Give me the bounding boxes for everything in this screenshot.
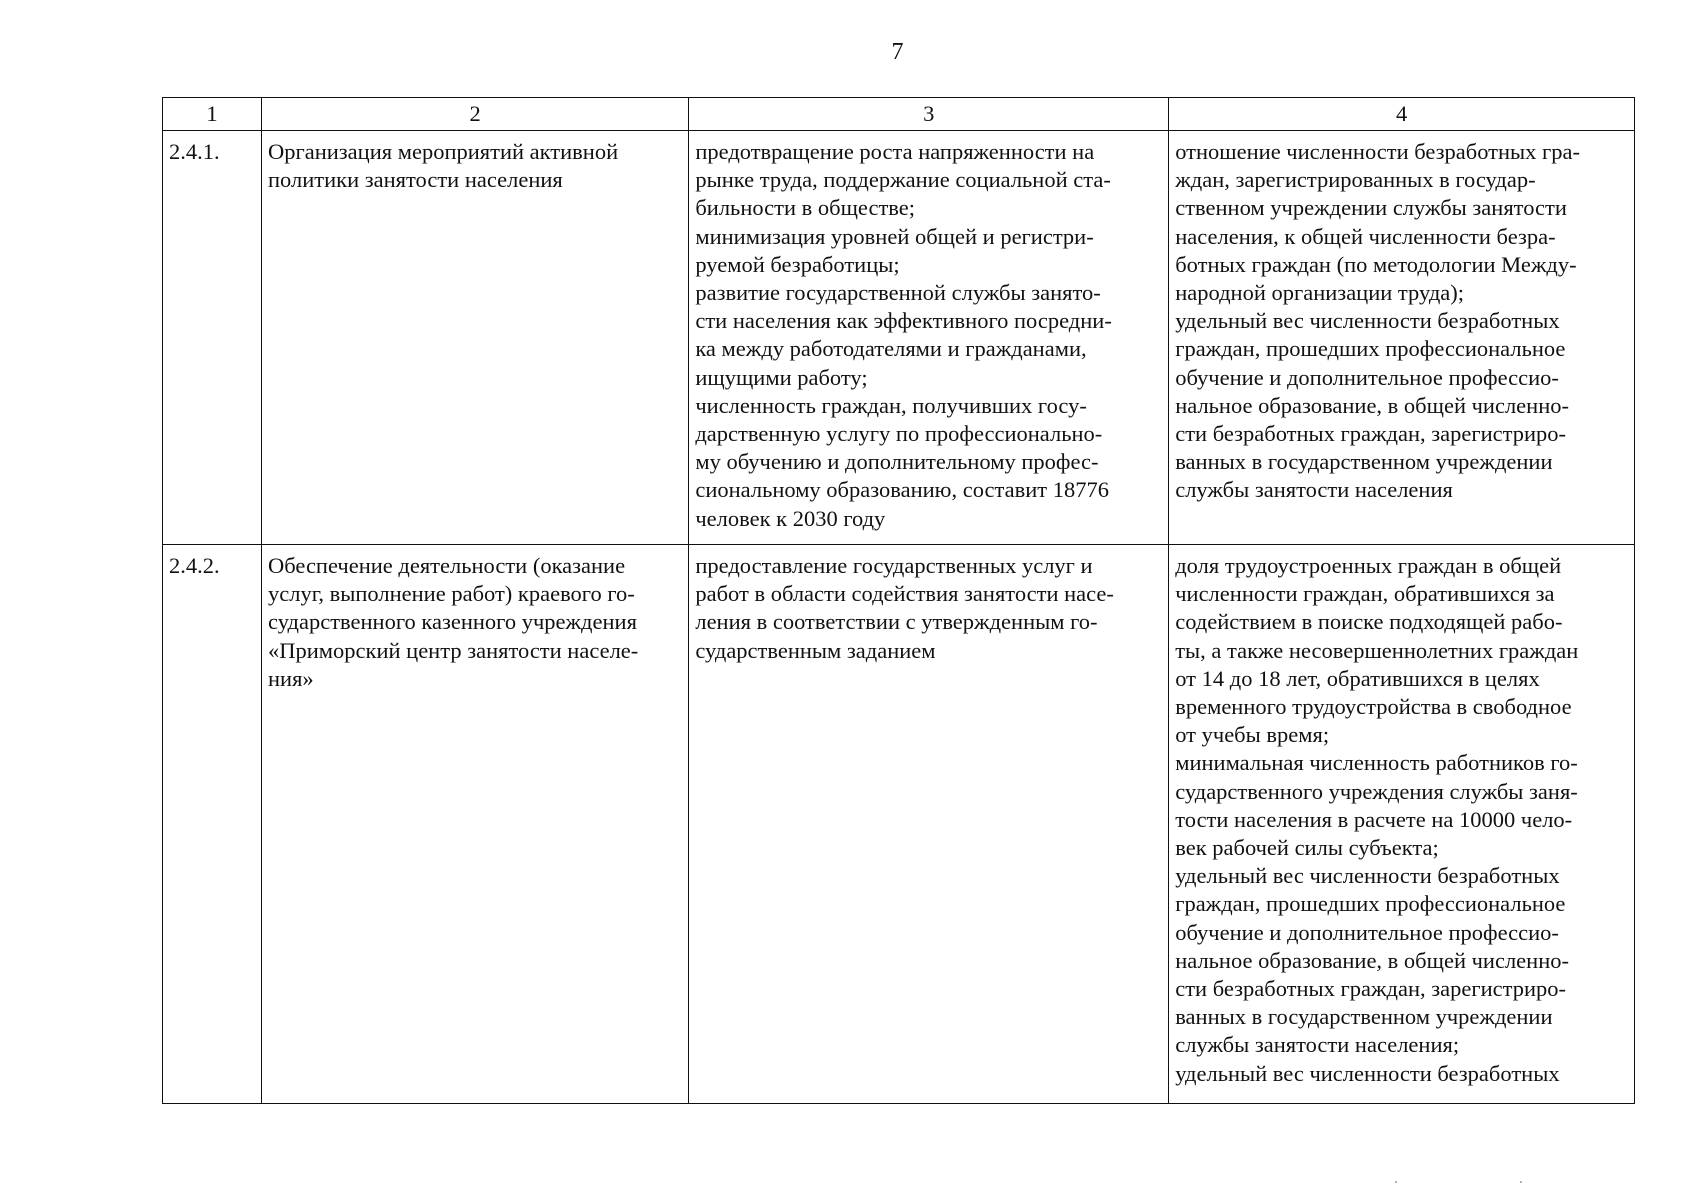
text-line: руемой безработицы;: [695, 251, 900, 277]
table-header-row: [163, 98, 1635, 131]
text-line: обучение и дополнительное профессио-: [1175, 919, 1559, 945]
text-line: ванных в государственном учреждении: [1175, 449, 1553, 475]
text-line: граждан, прошедших профессиональное: [1175, 336, 1566, 362]
text-line: минимизация уровней общей и регистри-: [695, 223, 1094, 249]
text-line: службы занятости населения;: [1175, 1032, 1460, 1058]
column-header-2: 2: [262, 98, 689, 131]
indicators-cell: [1169, 131, 1635, 545]
text-line: удельный вес численности безработных: [1175, 308, 1560, 334]
table-row: [163, 131, 1635, 545]
text-line: населения, к общей численности безра-: [1175, 223, 1556, 249]
expected-results-cell: [689, 545, 1169, 1104]
scan-speck: [1395, 1181, 1397, 1183]
text-line: Организация мероприятий активной: [268, 139, 619, 164]
text-line: ния»: [268, 665, 314, 691]
indicators-cell: [1169, 545, 1635, 1104]
text-line: сударственным заданием: [695, 637, 936, 663]
text-line: содействием в поиске подходящей рабо-: [1175, 609, 1563, 635]
text-line: ботных граждан (по методологии Между-: [1175, 251, 1577, 277]
text-line: сиональному образованию, составит 18776: [695, 477, 1109, 503]
text-line: ка между работодателями и гражданами,: [695, 336, 1087, 362]
text-line: работ в области содействия занятости насе-: [695, 581, 1114, 607]
text-line: службы занятости населения: [1175, 477, 1453, 503]
table-row: [163, 545, 1635, 1104]
page-number: 7: [891, 39, 904, 65]
measure-name-cell: [262, 545, 689, 1104]
text-line: сударственного казенного учреждения: [268, 609, 637, 635]
text-line: тости населения в расчете на 10000 чело-: [1175, 806, 1573, 832]
text-line: доля трудоустроенных граждан в общей: [1175, 553, 1562, 578]
text-line: услуг, выполнение работ) краевого го-: [268, 581, 635, 607]
text-line: политики занятости населения: [268, 167, 563, 193]
text-line: минимальная численность работников го-: [1175, 750, 1578, 776]
text-line: численность граждан, получивших госу-: [695, 392, 1087, 418]
column-header-4: 4: [1169, 98, 1635, 131]
text-line: удельный вес численности безработных: [1175, 1060, 1560, 1086]
text-line: сти безработных граждан, зарегистриро-: [1175, 976, 1567, 1002]
text-line: дарственную услугу по профессионально-: [695, 421, 1103, 447]
text-line: ственном учреждении службы занятости: [1175, 195, 1567, 221]
measure-name-cell: [262, 131, 689, 545]
text-line: ванных в государственном учреждении: [1175, 1004, 1553, 1030]
text-line: «Приморский центр занятости населе-: [268, 637, 639, 663]
text-line: бильности в обществе;: [695, 195, 916, 221]
row-number-cell: 2.4.2.: [163, 545, 262, 1104]
text-line: от учебы время;: [1175, 722, 1330, 748]
text-line: предоставление государственных услуг и: [695, 553, 1093, 578]
text-line: сти безработных граждан, зарегистриро-: [1175, 421, 1567, 447]
text-line: развитие государственной службы занято-: [695, 280, 1101, 306]
text-line: Обеспечение деятельности (оказание: [268, 553, 626, 578]
text-line: удельный вес численности безработных: [1175, 863, 1560, 889]
text-line: рынке труда, поддержание социальной ста-: [695, 167, 1111, 193]
text-line: му обучению и дополнительному профес-: [695, 449, 1099, 475]
text-line: век рабочей силы субъекта;: [1175, 835, 1439, 861]
scan-speck: [1520, 1181, 1522, 1183]
text-line: ждан, зарегистрированных в государ-: [1175, 167, 1536, 193]
expected-results-cell: [689, 131, 1169, 545]
text-line: граждан, прошедших профессиональное: [1175, 891, 1566, 917]
text-line: сти населения как эффективного посредни-: [695, 308, 1112, 334]
column-header-1: 1: [163, 98, 262, 131]
text-line: нальное образование, в общей численно-: [1175, 947, 1569, 973]
text-line: временного трудоустройства в свободное: [1175, 694, 1572, 720]
program-measures-table: [162, 97, 1635, 1104]
text-line: человек к 2030 году: [695, 505, 886, 531]
row-number-cell: 2.4.1.: [163, 131, 262, 545]
column-header-3: 3: [689, 98, 1169, 131]
text-line: ты, а также несовершеннолетних граждан: [1175, 637, 1579, 663]
text-line: предотвращение роста напряженности на: [695, 139, 1095, 164]
text-line: от 14 до 18 лет, обратившихся в целях: [1175, 665, 1540, 691]
text-line: нальное образование, в общей численно-: [1175, 392, 1569, 418]
text-line: ищущими работу;: [695, 364, 868, 390]
text-line: народной организации труда);: [1175, 280, 1464, 306]
text-line: численности граждан, обратившихся за: [1175, 581, 1555, 607]
text-line: ления в соответствии с утвержденным го-: [695, 609, 1098, 635]
text-line: отношение численности безработных гра-: [1175, 139, 1580, 164]
text-line: обучение и дополнительное профессио-: [1175, 364, 1559, 390]
text-line: сударственного учреждения службы заня-: [1175, 778, 1578, 804]
